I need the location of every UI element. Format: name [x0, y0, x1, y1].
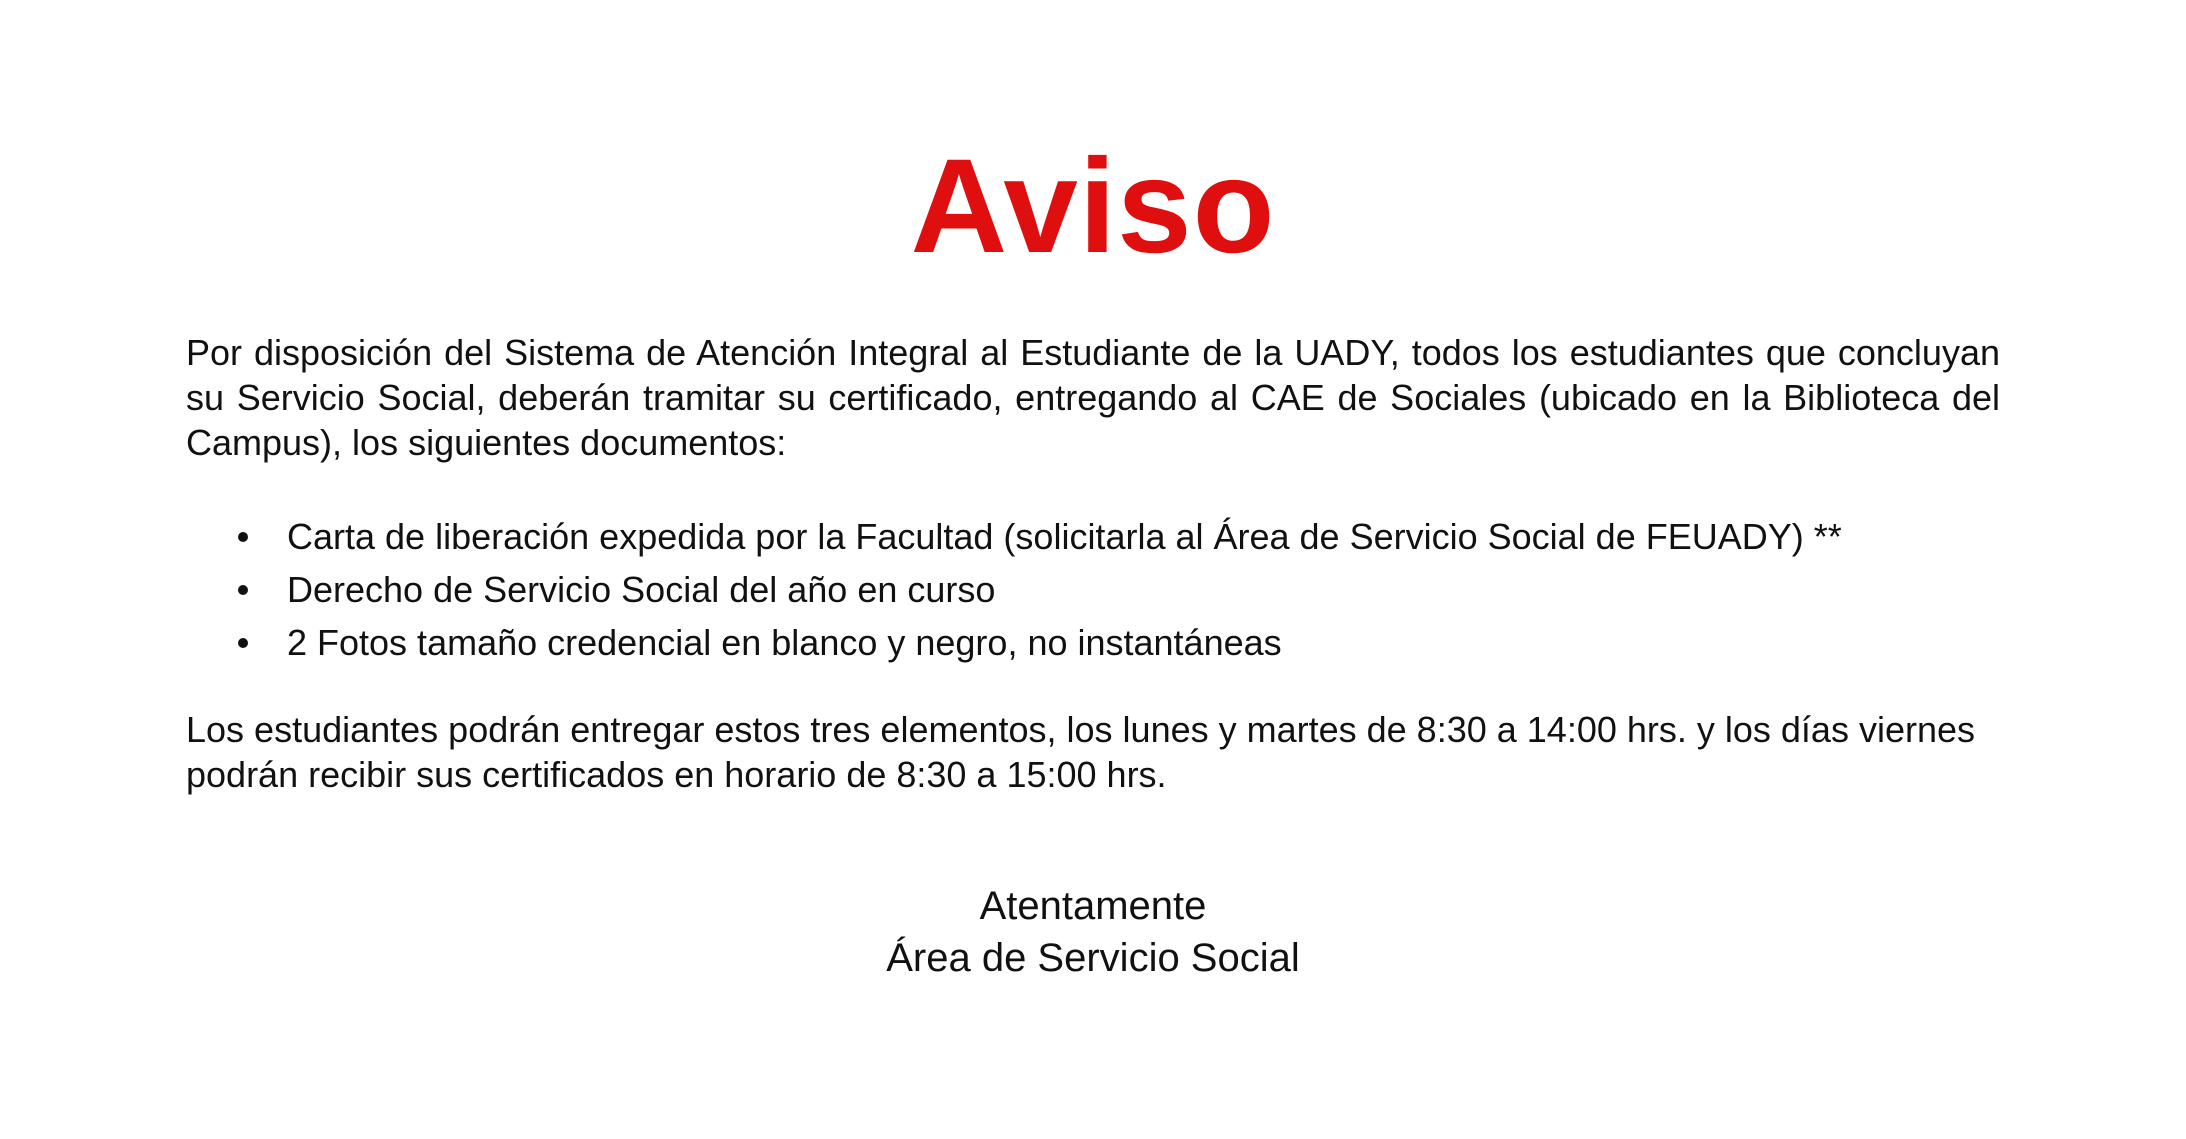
- document-item-label: Derecho de Servicio Social del año en curso: [287, 569, 996, 610]
- document-item-label: Carta de liberación expedida por la Facultad (solicitarla al Área de Servicio Social de FEUADY) **: [287, 516, 1842, 557]
- schedule-paragraph: Los estudiantes podrán entregar estos tres elementos, los lunes y martes de 8:30 a 14:00 hrs. y los días viernes podrán recibir sus certificados en horario de 8:30 a 15:00 hrs.: [186, 709, 1975, 795]
- notice-title: Aviso: [910, 132, 1276, 281]
- bullet-icon: [238, 532, 248, 542]
- closing-text: Atentamente: [979, 884, 1207, 928]
- bullet-icon: [238, 585, 248, 595]
- intro-paragraph: Por disposición del Sistema de Atención Integral al Estudiante de la UADY, todos los estudiantes que concluyan su Servicio Social, deberán tramitar su certificado, entregando al CAE de Sociales (ubicado en la Biblioteca del Campus), los siguientes documentos:: [186, 332, 2000, 463]
- list-item: [186, 563, 2026, 616]
- required-documents-list: [186, 510, 2026, 669]
- signature-text: Área de Servicio Social: [886, 936, 1300, 980]
- list-item: [186, 510, 2026, 563]
- list-item: [186, 616, 2026, 669]
- bullet-icon: [238, 638, 248, 648]
- signature-block: [0, 880, 2186, 984]
- document-item-label: 2 Fotos tamaño credencial en blanco y negro, no instantáneas: [287, 622, 1282, 663]
